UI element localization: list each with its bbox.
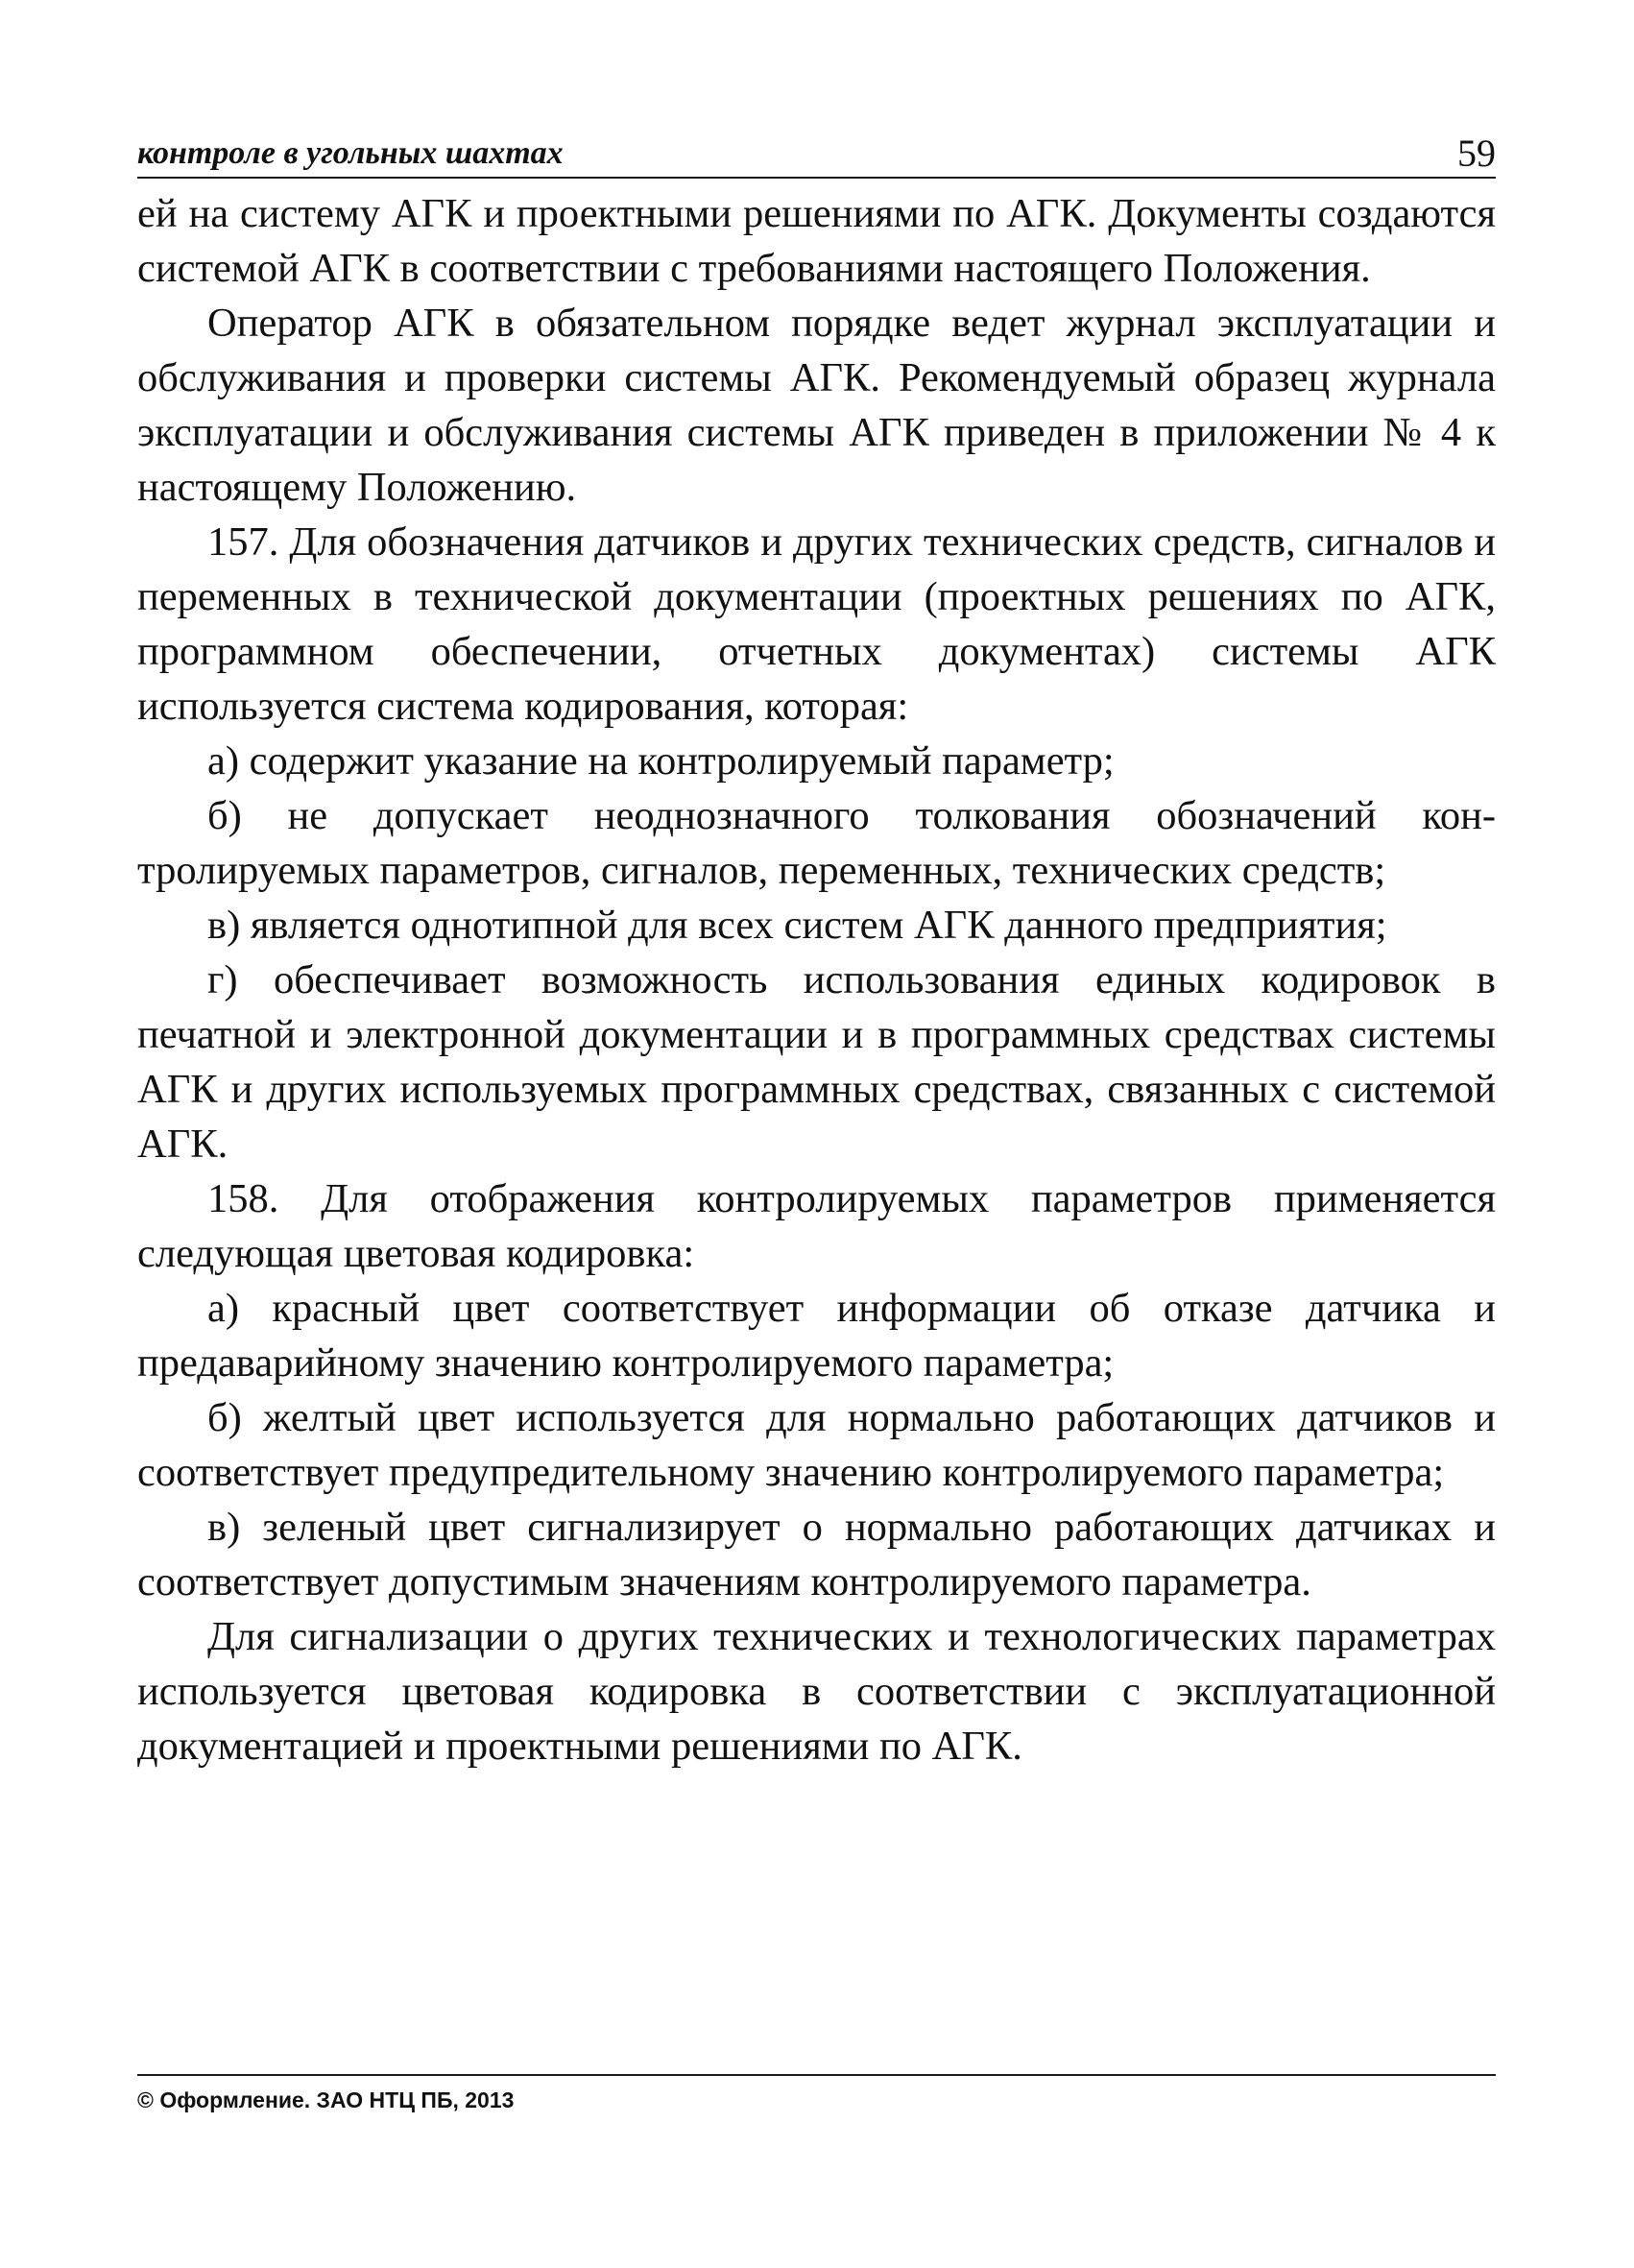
running-title: контроле в угольных шахтах	[137, 135, 564, 171]
list-item: б) желтый цвет используется для нормально работающих датчиков и соответствует предупредительному значению контролируемого параметра;	[137, 1395, 1496, 1495]
copyright-notice: © Оформление. ЗАО НТЦ ПБ, 2013	[137, 2087, 515, 2112]
paragraph: Для сигнализации о других технических и технологических параметрах используется цветовая кодировка в соответствии с эксплуатационной документацией и проектными решениями по АГК.	[137, 1614, 1496, 1769]
list-item: а) содержит указание на контролируемый параметр;	[207, 738, 1115, 784]
paragraph: 157. Для обозначения датчиков и других технических средств, сигналов и переменных в технической документации (проектных решениях по АГК, программном обеспечении, отчетных документах) системы АГК используется система кодирования, которая:	[137, 519, 1496, 729]
list-item: в) является однотипной для всех систем АГК данного предприятия;	[207, 903, 1387, 948]
page-number: 59	[1457, 132, 1496, 175]
list-item: г) обеспечивает возможность использования единых кодировок в печатной и электронной документации и в программных средствах системы АГК и других используемых программных средствах, связанных с системой АГК.	[137, 957, 1496, 1167]
running-header	[137, 125, 1496, 179]
paragraph: 158. Для отображения контролируемых параметров применяется следующая цветовая кодировка:	[137, 1176, 1496, 1276]
paragraph: Оператор АГК в обязательном порядке ведет журнал эксплуатации и обслуживания и проверки системы АГК. Рекомендуемый образец журнала эксплуатации и обслуживания системы АГК приведен в приложении № 4 к настоящему Положению.	[137, 301, 1496, 510]
body-text	[137, 186, 1496, 1773]
list-item: в) зеленый цвет сигнализирует о нормально работающих датчиках и соответствует допустимым значениям контролируемого параметра.	[137, 1505, 1496, 1604]
paragraph: ей на систему АГК и проектными решениями по АГК. Документы создаются системой АГК в соответствии с требованиями настоящего Положения.	[137, 191, 1496, 291]
list-item: б) не допускает неоднозначного толкования обозначений контролируемых параметров, сигналов, переменных, технических средств;	[137, 793, 1496, 893]
page-footer	[137, 2074, 1496, 2114]
list-item: а) красный цвет соответствует информации об отказе датчика и предаварийному значению контролируемого параметра;	[137, 1286, 1496, 1386]
document-page	[137, 125, 1496, 1773]
